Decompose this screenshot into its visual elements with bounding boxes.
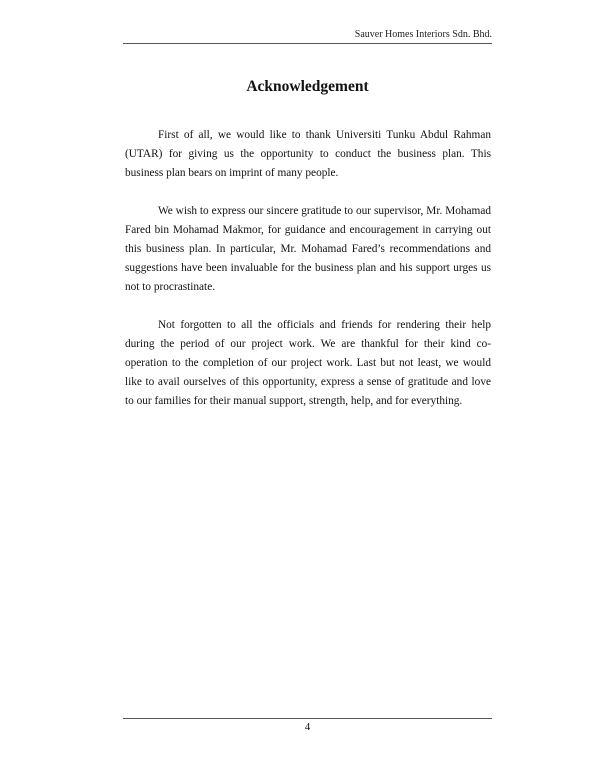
page-number: 4 [304,721,311,733]
footer-divider [123,718,492,719]
page-title: Acknowledgement [246,78,369,95]
paragraph-thanks-supervisor: We wish to express our sincere gratitude to our supervisor, Mr. Mohamad Fared bin Mohamad Makmor, for guidance and encouragement in carrying out this business plan. In particular, Mr. Mohamad Fared’s recommendations and suggestions have been invaluable for the business plan and his support urges us not to procrastinate. [125,205,491,293]
paragraph-thanks-friends-family: Not forgotten to all the officials and friends for rendering their help during the period of our project work. We are thankful for their kind co-operation to the completion of our project work. Last but not least, we would like to avail ourselves of this opportunity, express a sense of gratitude and love to our families for their manual support, strength, help, and for everything. [125,319,491,407]
running-header: Sauver Homes Interiors Sdn. Bhd. [354,29,492,40]
document-body [125,126,491,430]
paragraph-thanks-utar: First of all, we would like to thank Universiti Tunku Abdul Rahman (UTAR) for giving us the opportunity to conduct the business plan. This business plan bears on imprint of many people. [125,129,491,179]
header-divider [123,43,492,44]
